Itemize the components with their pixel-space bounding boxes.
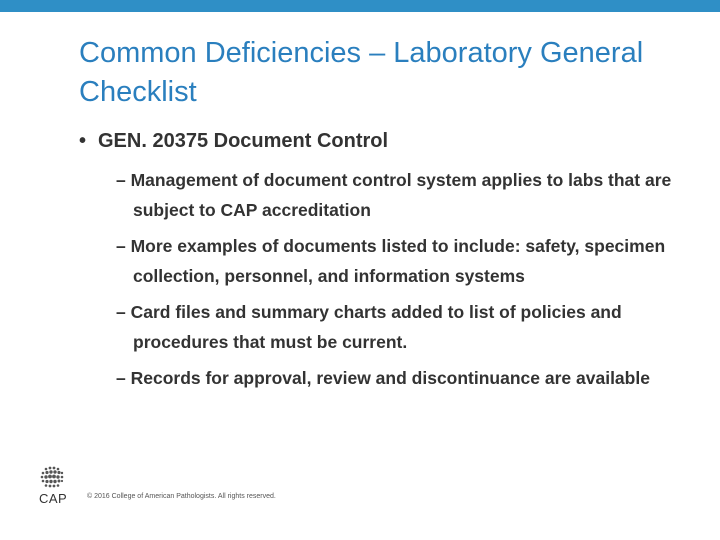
bullet-marker: • <box>79 130 87 152</box>
top-accent-bar <box>0 0 720 12</box>
cap-logo-dots-icon <box>37 465 67 491</box>
slide-title: Common Deficiencies – Laboratory General Checklist <box>79 37 644 108</box>
sub-bullet-list <box>116 165 696 399</box>
main-bullet <box>79 128 699 154</box>
sub-bullet-item: – Management of document control system applies to labs that are subject to CAP accreditation <box>116 170 672 220</box>
sub-bullet-item: – Card files and summary charts added to list of policies and procedures that must be current. <box>116 302 622 352</box>
footer-copyright: © 2016 College of American Pathologists. All rights reserved. <box>87 493 276 500</box>
logo-text: CAP <box>39 491 68 506</box>
cap-logo <box>37 465 67 507</box>
sub-bullet-item: – Records for approval, review and discontinuance are available <box>116 368 650 388</box>
sub-bullet-item: – More examples of documents listed to include: safety, specimen collection, personnel, and information systems <box>116 236 666 286</box>
bullet-text: GEN. 20375 Document Control <box>98 130 389 152</box>
